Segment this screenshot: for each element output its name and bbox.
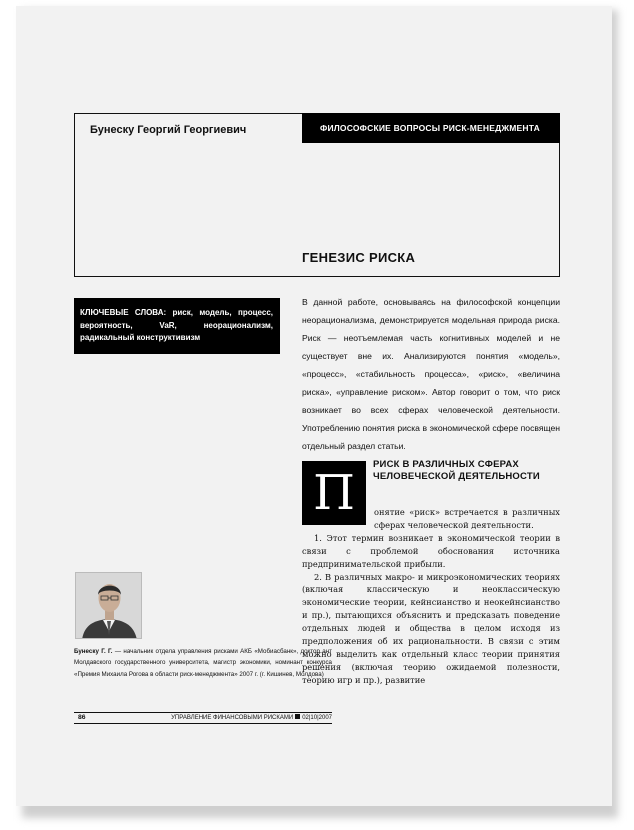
bio-name: Бунеску Г. Г.: [74, 648, 113, 655]
abstract: В данной работе, основываясь на философской концепции неорационализма, демонстрируется модельная природа риска. Риск — неотъемлемая часть когнитивных моделей и не существует вне их. Анализируются понятия «модель», «процесс», «стабильность процесса», «риск», «величина риска», «управление риском». Автор говорит о том, что риск возникает во всех сферах человеческой деятельности. Употреблению понятия риска в экономической сфере посвящен отдельный раздел статьи.: [302, 297, 560, 451]
bio-text: — начальник отдела управления рисками АКБ «Мобиасбанк», доктор ант Молдавского государственного университета, магистр экономики, номинант конкурса «Премия Михаила Рогова в области риск-менеджмента» 2007 г. (г. Кишинев, Молдова): [74, 648, 332, 678]
section-band: ФИЛОСОФСКИЕ ВОПРОСЫ РИСК-МЕНЕДЖМЕНТА: [302, 113, 560, 143]
footer-rule-top: [74, 712, 332, 713]
issue-number: 02|10|2007: [302, 715, 332, 721]
section-heading: РИСК В РАЗЛИЧНЫХ СФЕРАХ ЧЕЛОВЕЧЕСКОЙ ДЕЯТЕЛЬНОСТИ: [373, 459, 540, 482]
drop-cap: П: [302, 461, 366, 525]
article-body: [302, 506, 560, 687]
article-title: ГЕНЕЗИС РИСКА: [302, 250, 416, 265]
paragraph-3: 2. В различных макро- и микроэкономических теориях (включая классическую и неоклассическую экономические теории, кейнсианство и неокейнсианство и пр.), пытающихся объяснить и предсказать поведение отдельных людей и общества в целом исходя из предположения об их рациональности. В связи с этим можно выделить как отдельный класс теории принятия решения (включая теорию ожидаемой полезности, теорию игр и пр.), развитие: [302, 571, 560, 685]
paragraph-2: 1. Этот термин возникает в экономической теории в связи с проблемой обоснования источника предпринимательской прибыли.: [302, 532, 560, 569]
keywords-box: КЛЮЧЕВЫЕ СЛОВА: риск, модель, процесс, вероятность, VaR, неорационализм, радикальный конструктивизм: [74, 298, 280, 354]
author-bio: [74, 646, 332, 680]
footer-rule-bottom: [74, 723, 332, 724]
author-photo: [75, 572, 142, 639]
paragraph-1: онятие «риск» встречается в различных сферах человеческой деятельности.: [374, 507, 560, 530]
journal-line: [171, 714, 332, 721]
page-number: 86: [78, 714, 86, 721]
square-bullet-icon: [295, 714, 300, 719]
journal-name: УПРАВЛЕНИЕ ФИНАНСОВЫМИ РИСКАМИ: [171, 715, 294, 721]
author-name: Бунеску Георгий Георгиевич: [90, 124, 247, 136]
